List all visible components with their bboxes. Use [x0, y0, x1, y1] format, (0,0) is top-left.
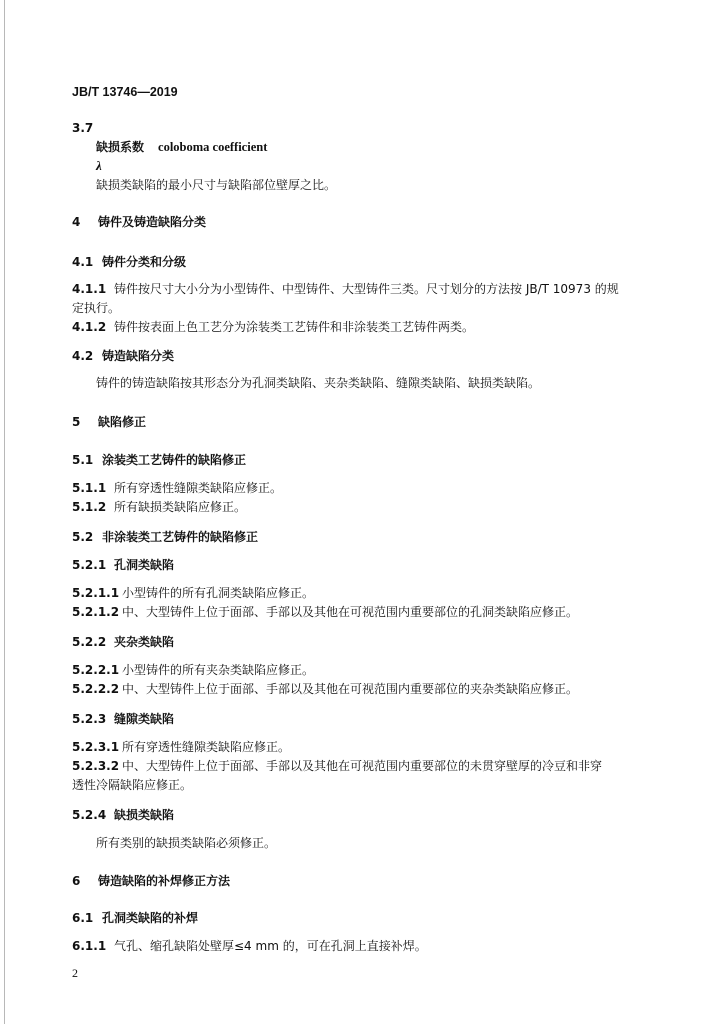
clause-5-2-3-2 [72, 758, 602, 774]
clause-5-1-title: 涂装类工艺铸件的缺陷修正 [102, 453, 247, 467]
term-chinese: 缺损系数 [96, 140, 145, 154]
clause-4-1-number: 4.1 [72, 255, 94, 269]
clause-5-1-2-text: 所有缺损类缺陷应修正。 [114, 500, 247, 514]
clause-6-1-1-number: 6.1.1 [72, 939, 107, 953]
term-entry [96, 139, 267, 155]
clause-5-2-2-2-number: 5.2.2.2 [72, 682, 120, 696]
clause-4-2-text: 铸件的铸造缺陷按其形态分为孔洞类缺陷、夹杂类缺陷、缝隙类缺陷、缺损类缺陷。 [96, 376, 541, 390]
clause-4-1-2 [72, 319, 474, 335]
section-4-number: 4 [72, 215, 81, 229]
clause-5-2-1-2 [72, 604, 578, 620]
clause-5-2-3-2-continuation: 透性冷隔缺陷应修正。 [72, 778, 193, 792]
clause-5-2-2-number: 5.2.2 [72, 635, 107, 649]
clause-5-2-4-text: 所有类别的缺损类缺陷必须修正。 [96, 836, 277, 850]
clause-5-2-1-2-text: 中、大型铸件上位于面部、手部以及其他在可视范围内重要部位的孔洞类缺陷应修正。 [122, 605, 579, 619]
clause-4-1-1-number: 4.1.1 [72, 282, 107, 296]
clause-5-2-4-heading [72, 807, 174, 823]
clause-5-2-heading [72, 529, 258, 545]
clause-6-1-heading [72, 910, 198, 926]
section-6-heading [72, 873, 230, 889]
clause-5-2-2-title: 夹杂类缺陷 [114, 635, 175, 649]
clause-5-2-number: 5.2 [72, 530, 94, 544]
section-5-title: 缺陷修正 [98, 415, 147, 429]
section-5-heading [72, 414, 146, 430]
clause-5-2-1-title: 孔洞类缺陷 [114, 558, 175, 572]
clause-5-2-1-1 [72, 585, 314, 601]
clause-5-1-1 [72, 480, 282, 496]
section-6-number: 6 [72, 874, 81, 888]
clause-5-2-1-2-number: 5.2.1.2 [72, 605, 120, 619]
clause-5-2-3-2-number: 5.2.3.2 [72, 759, 120, 773]
clause-5-1-number: 5.1 [72, 453, 94, 467]
clause-5-2-3-1-text: 所有穿透性缝隙类缺陷应修正。 [122, 740, 291, 754]
clause-5-2-4-number: 5.2.4 [72, 808, 107, 822]
clause-5-1-1-text: 所有穿透性缝隙类缺陷应修正。 [114, 481, 283, 495]
clause-5-2-1-1-text: 小型铸件的所有孔洞类缺陷应修正。 [122, 586, 315, 600]
section-5-number: 5 [72, 415, 81, 429]
clause-5-1-2 [72, 499, 246, 515]
clause-5-2-4-title: 缺损类缺陷 [114, 808, 175, 822]
clause-5-2-3-number: 5.2.3 [72, 712, 107, 726]
clause-5-2-3-1-number: 5.2.3.1 [72, 740, 120, 754]
clause-5-2-1-heading [72, 557, 174, 573]
term-definition: 缺损类缺陷的最小尺寸与缺陷部位壁厚之比。 [96, 178, 337, 192]
clause-4-2-number: 4.2 [72, 349, 94, 363]
clause-5-1-2-number: 5.1.2 [72, 500, 107, 514]
clause-5-1-1-number: 5.1.1 [72, 481, 107, 495]
clause-5-2-2-2-text: 中、大型铸件上位于面部、手部以及其他在可视范围内重要部位的夹杂类缺陷应修正。 [122, 682, 579, 696]
clause-5-2-1-number: 5.2.1 [72, 558, 107, 572]
clause-5-2-2-1-number: 5.2.2.1 [72, 663, 120, 677]
clause-5-2-2-1-text: 小型铸件的所有夹杂类缺陷应修正。 [122, 663, 315, 677]
clause-4-1-1 [72, 281, 619, 297]
section-6-title: 铸造缺陷的补焊修正方法 [98, 874, 231, 888]
term-number: 3.7 [72, 121, 94, 135]
clause-5-1-heading [72, 452, 246, 468]
clause-5-2-3-1 [72, 739, 290, 755]
clause-5-2-2-2 [72, 681, 578, 697]
clause-5-2-3-2-text: 中、大型铸件上位于面部、手部以及其他在可视范围内重要部位的未贯穿壁厚的冷豆和非穿 [122, 759, 603, 773]
page-number: 2 [72, 966, 78, 980]
clause-5-2-2-heading [72, 634, 174, 650]
standard-code-header: JB/T 13746—2019 [72, 85, 178, 99]
clause-4-1-2-number: 4.1.2 [72, 320, 107, 334]
clause-5-2-title: 非涂装类工艺铸件的缺陷修正 [102, 530, 259, 544]
clause-4-1-1-continuation: 定执行。 [72, 301, 121, 315]
clause-5-2-3-heading [72, 711, 174, 727]
term-english: coloboma coefficient [158, 140, 268, 154]
clause-6-1-number: 6.1 [72, 911, 94, 925]
clause-5-2-1-1-number: 5.2.1.1 [72, 586, 120, 600]
clause-5-2-2-1 [72, 662, 314, 678]
clause-6-1-title: 孔洞类缺陷的补焊 [102, 911, 199, 925]
section-4-title: 铸件及铸造缺陷分类 [98, 215, 207, 229]
clause-4-2-title: 铸造缺陷分类 [102, 349, 175, 363]
clause-4-1-heading [72, 254, 186, 270]
term-symbol: λ [96, 158, 102, 173]
clause-5-2-3-title: 缝隙类缺陷 [114, 712, 175, 726]
clause-6-1-1-text: 气孔、缩孔缺陷处壁厚≤4 mm 的，可在孔洞上直接补焊。 [114, 939, 427, 953]
page-left-edge [4, 0, 5, 1024]
section-4-heading [72, 214, 206, 230]
clause-4-2-heading [72, 348, 174, 364]
clause-6-1-1 [72, 938, 427, 954]
clause-4-1-2-text: 铸件按表面上色工艺分为涂装类工艺铸件和非涂装类工艺铸件两类。 [114, 320, 475, 334]
clause-4-1-1-text: 铸件按尺寸大小分为小型铸件、中型铸件、大型铸件三类。尺寸划分的方法按 JB/T 10973 的规 [114, 282, 619, 296]
clause-4-1-title: 铸件分类和分级 [102, 255, 187, 269]
